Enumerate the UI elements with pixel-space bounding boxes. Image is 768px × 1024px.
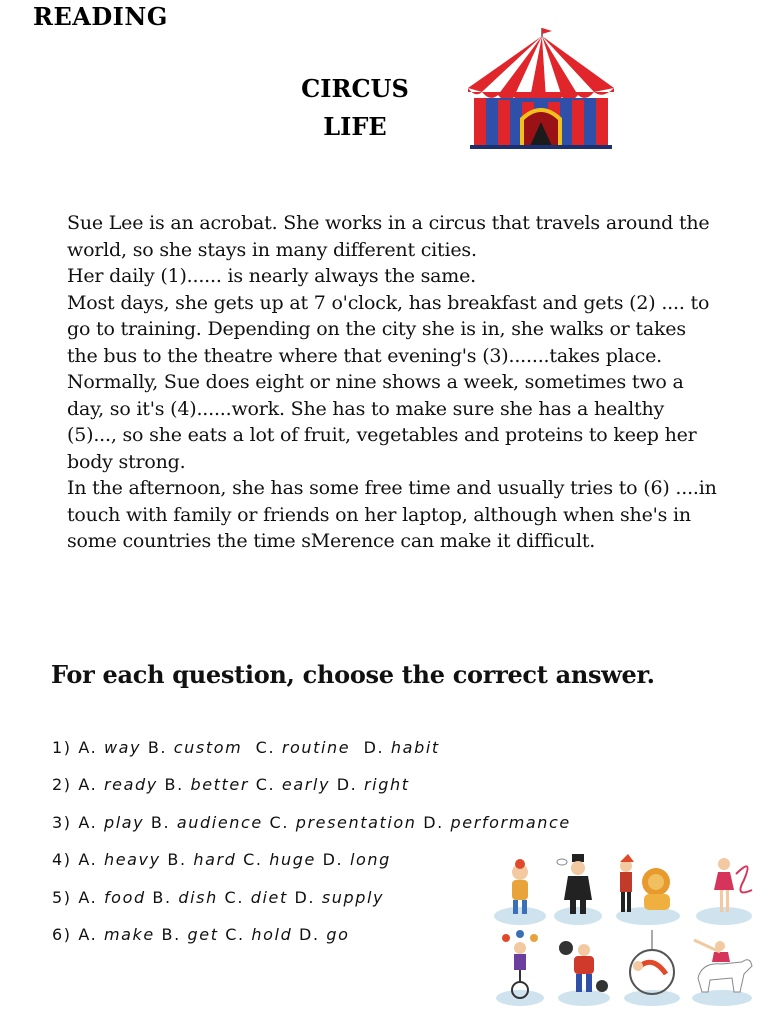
option-c: early bbox=[281, 775, 331, 795]
option-letter: A. bbox=[78, 850, 98, 870]
option-c: huge bbox=[269, 850, 316, 870]
option-c: routine bbox=[281, 738, 351, 757]
passage-paragraph-4: Normally, Sue does eight or nine shows a week, sometimes two a day, so it's (4)......work. She has to make sure she has a healthy (5)..., so she eats a lot of fruit, vegetables and proteins to keep her body strong. bbox=[67, 371, 697, 473]
option-letter: B. bbox=[150, 812, 171, 832]
option-letter: C. bbox=[224, 887, 245, 907]
question-number: 3) bbox=[52, 812, 72, 832]
option-a: ready bbox=[103, 775, 158, 795]
question-number: 5) bbox=[52, 887, 72, 907]
page-title bbox=[288, 70, 422, 146]
question-number: 6) bbox=[52, 924, 72, 944]
passage-paragraph-2: Her daily (1)...... is nearly always the same. bbox=[67, 265, 477, 287]
title-line-2: LIFE bbox=[323, 112, 387, 141]
question-number: 1) bbox=[52, 738, 72, 757]
reading-passage bbox=[67, 210, 717, 555]
option-letter: A. bbox=[78, 775, 98, 795]
option-letter: D. bbox=[322, 850, 344, 870]
option-a: food bbox=[103, 887, 146, 907]
option-letter: D. bbox=[294, 887, 316, 907]
option-d: habit bbox=[390, 738, 440, 757]
strongman-icon bbox=[558, 941, 610, 1006]
juggler-unicycle-icon bbox=[496, 930, 544, 1006]
option-letter: C. bbox=[225, 924, 245, 944]
option-b: hard bbox=[193, 850, 237, 870]
question-instruction: For each question, choose the correct answer. bbox=[51, 660, 655, 689]
horse-rider-icon bbox=[692, 940, 752, 1006]
option-d: go bbox=[326, 924, 350, 944]
option-b: custom bbox=[173, 738, 243, 757]
option-c: presentation bbox=[295, 812, 417, 832]
option-letter: C. bbox=[255, 775, 276, 795]
magician-icon bbox=[554, 854, 602, 925]
option-letter: D. bbox=[363, 738, 385, 757]
option-letter: D. bbox=[423, 812, 444, 832]
option-letter: B. bbox=[161, 924, 181, 944]
option-letter: B. bbox=[147, 738, 168, 757]
option-letter: D. bbox=[299, 924, 320, 944]
aerial-hoop-icon bbox=[624, 930, 680, 1006]
option-letter: A. bbox=[78, 887, 98, 907]
option-letter: B. bbox=[152, 887, 172, 907]
section-heading: READING bbox=[33, 2, 168, 31]
option-b: better bbox=[190, 775, 250, 795]
option-c: hold bbox=[251, 924, 293, 944]
option-d: supply bbox=[321, 887, 385, 907]
option-letter: A. bbox=[78, 738, 98, 757]
question-item bbox=[52, 738, 571, 775]
question-item bbox=[52, 775, 571, 812]
option-a: way bbox=[103, 738, 142, 757]
question-item bbox=[52, 813, 571, 850]
ribbon-dancer-icon bbox=[696, 858, 752, 925]
passage-paragraph-1: Sue Lee is an acrobat. She works in a circus that travels around the world, so she stays in many different cities. bbox=[67, 212, 710, 261]
option-b: audience bbox=[176, 812, 263, 832]
passage-paragraph-3: Most days, she gets up at 7 o'clock, has breakfast and gets (2) .... to go to training. Depending on the city she is in, she walks or takes the bus to the theatre where that evening's (3).......takes place. bbox=[67, 291, 710, 367]
option-letter: C. bbox=[243, 850, 263, 870]
circus-performers-illustration bbox=[488, 850, 758, 1010]
clown-icon bbox=[494, 859, 546, 925]
passage-paragraph-5: In the afternoon, she has some free time and usually tries to (6) ....in touch with family or friends on her laptop, although when she's in some countries the time sMerence can make it difficult. bbox=[67, 477, 717, 552]
option-b: dish bbox=[178, 887, 218, 907]
option-letter: D. bbox=[336, 775, 358, 795]
option-a: heavy bbox=[103, 850, 161, 870]
option-letter: C. bbox=[255, 738, 276, 757]
option-c: diet bbox=[250, 887, 288, 907]
option-d: long bbox=[349, 850, 391, 870]
option-letter: B. bbox=[167, 850, 187, 870]
title-line-1: CIRCUS bbox=[301, 74, 409, 103]
option-letter: A. bbox=[78, 924, 98, 944]
option-d: performance bbox=[450, 812, 571, 832]
option-letter: C. bbox=[269, 812, 290, 832]
lion-tamer-icon bbox=[616, 854, 680, 925]
option-letter: A. bbox=[78, 812, 98, 832]
option-d: right bbox=[364, 775, 410, 795]
question-number: 2) bbox=[52, 775, 72, 795]
option-b: get bbox=[187, 924, 219, 944]
circus-tent-icon bbox=[462, 26, 620, 152]
option-a: play bbox=[103, 812, 145, 832]
option-a: make bbox=[103, 924, 155, 944]
option-letter: B. bbox=[164, 775, 184, 795]
question-number: 4) bbox=[52, 850, 72, 870]
